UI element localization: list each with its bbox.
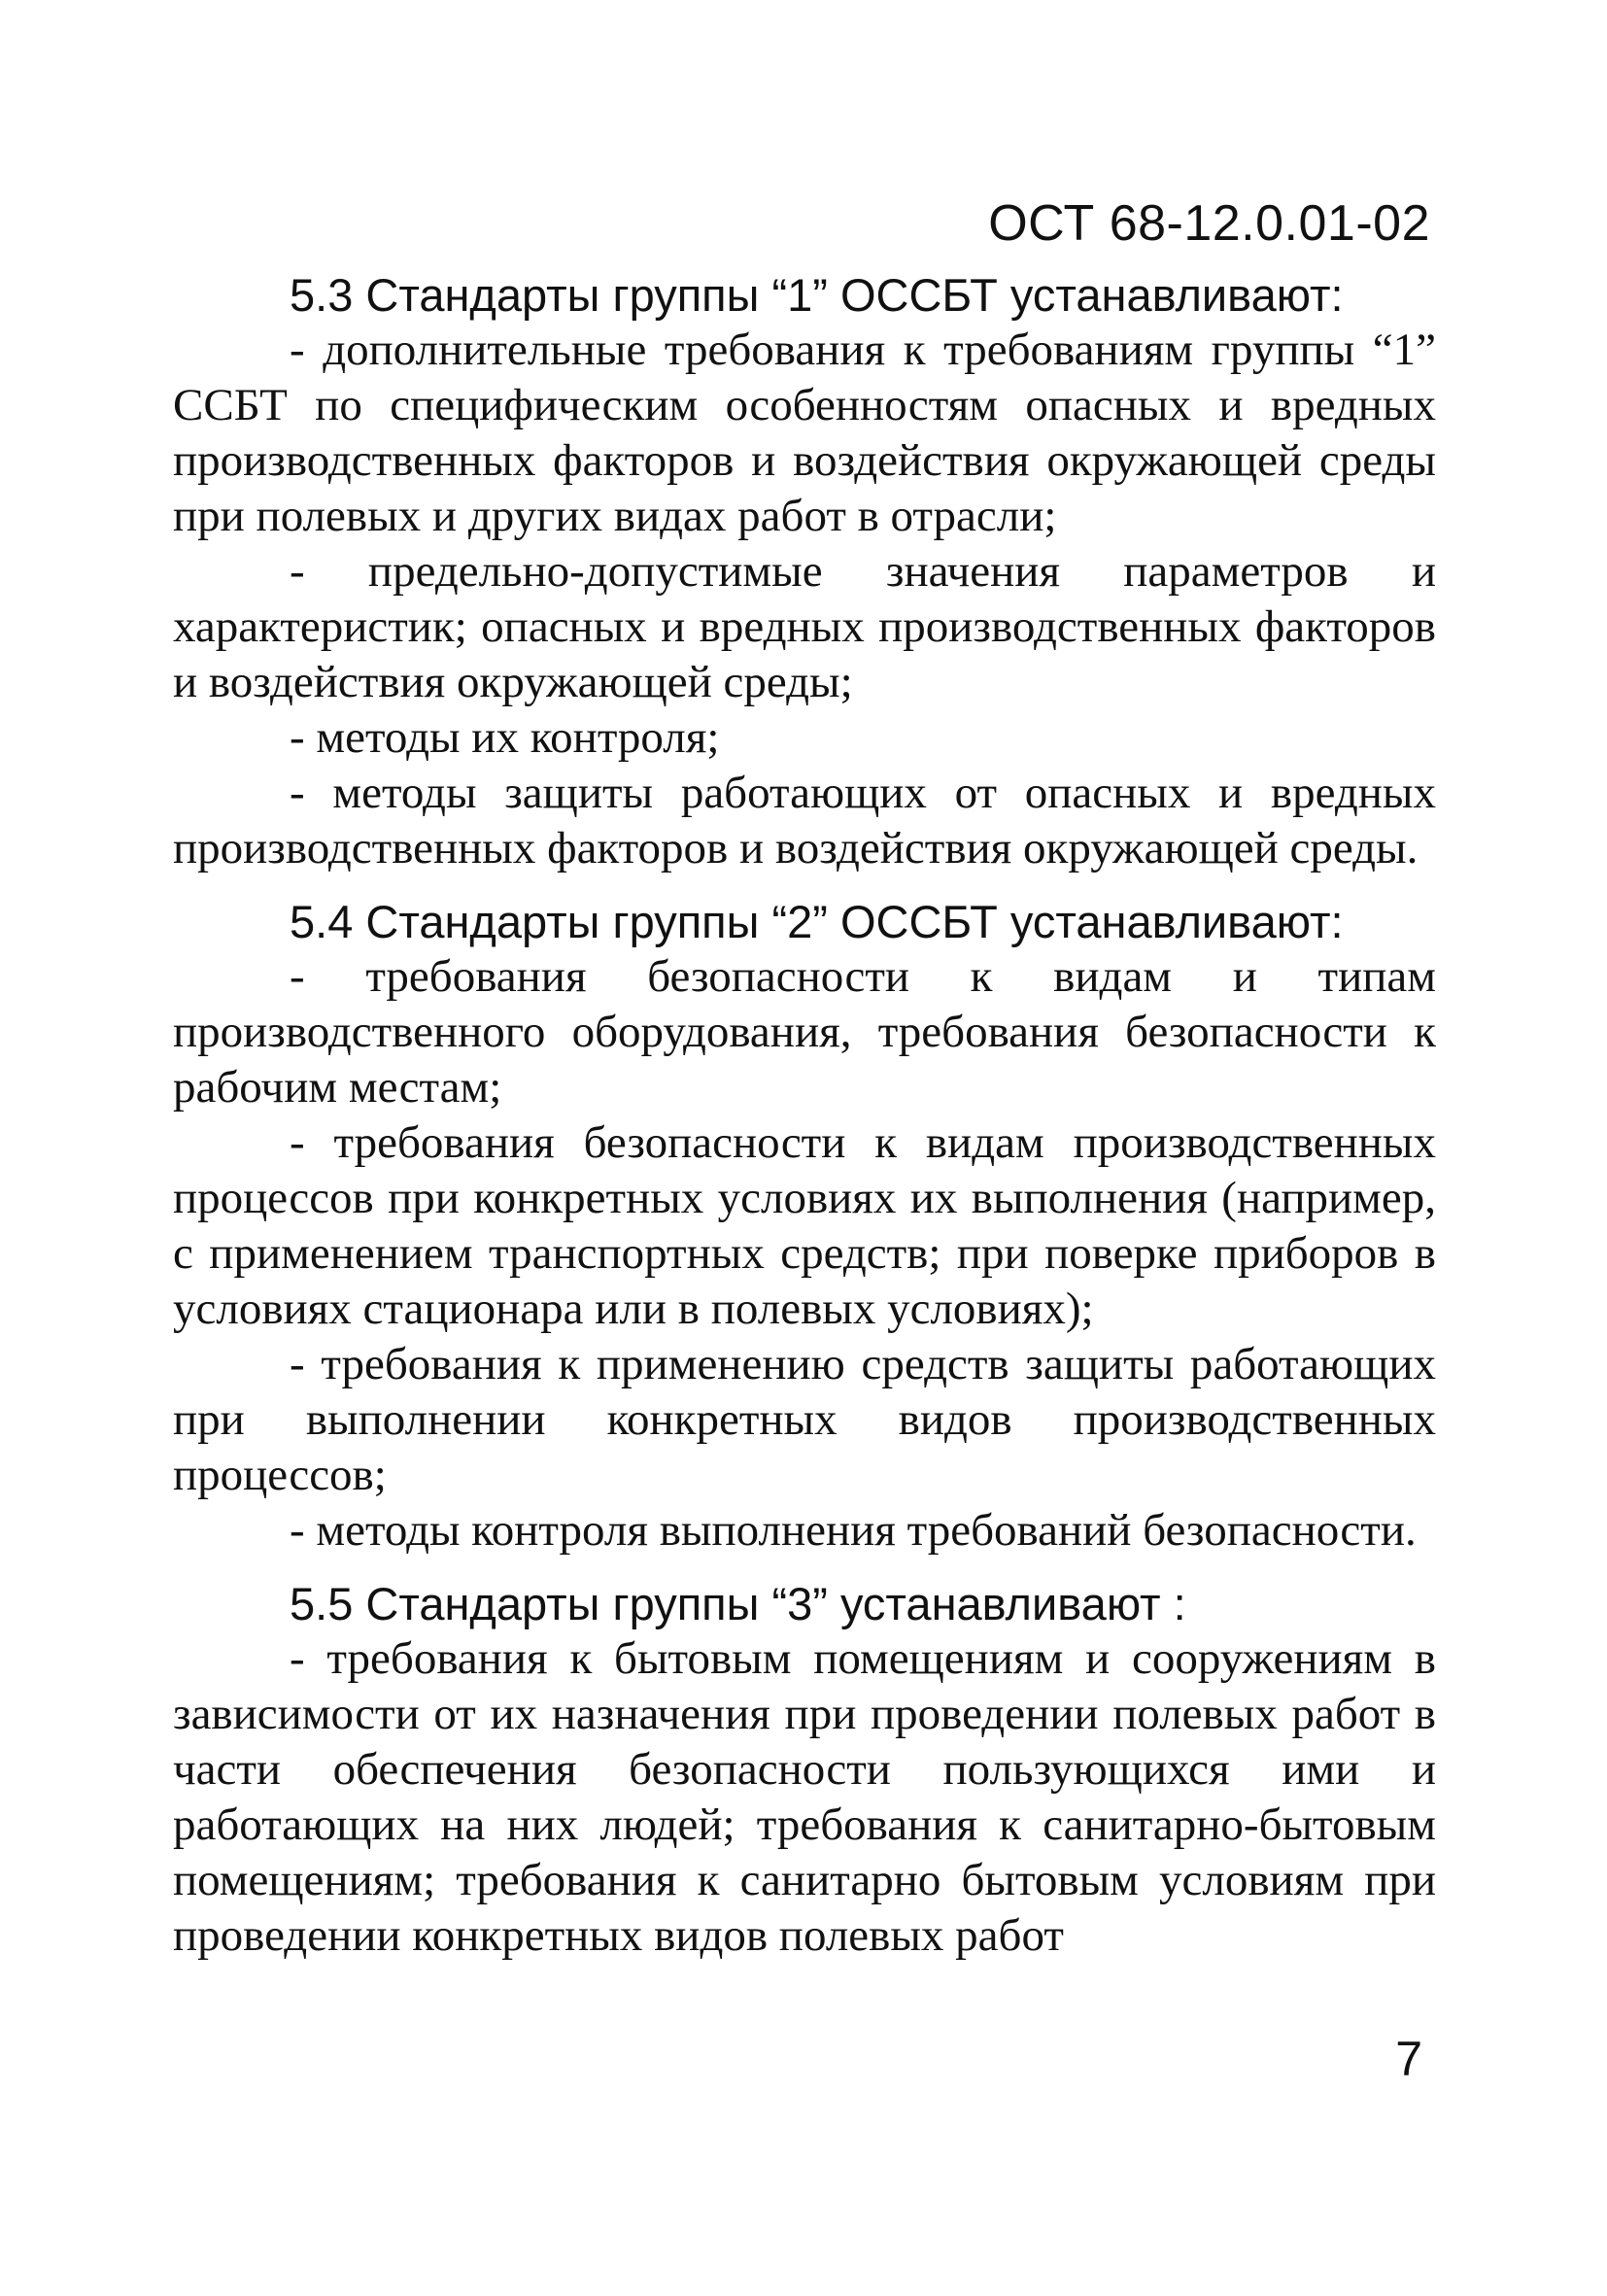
document-code: ОСТ 68-12.0.01-02 (988, 195, 1430, 252)
section-5-5 (173, 1576, 1436, 1964)
list-item: - требования к бытовым помещениям и сооружениям в зависимости от их назначения при проведении полевых работ в части обеспечения безопасности пользующихся ими и работающих на них людей; требования к санитарно-бытовым помещениям; требования к санитарно бытовым условиям при проведении конкретных видов полевых работ (173, 1633, 1436, 1961)
list-item: - требования к применению средств защиты работающих при выполнении конкретных видов производственных процессов; (173, 1339, 1436, 1500)
section-5-3 (173, 267, 1436, 876)
section-5-4 (173, 894, 1436, 1559)
list-item: - требования безопасности к видам производственных процессов при конкретных условиях их выполнения (например, с применением транспортных средств; при поверке приборов в условиях стационара или в полевых условиях); (173, 1117, 1436, 1334)
list-item: - методы защиты работающих от опасных и вредных производственных факторов и воздействия окружающей среды. (173, 768, 1436, 874)
list-item: - дополнительные требования к требованиям группы “1” ССБТ по специфическим особенностям опасных и вредных производственных факторов и воздействия окружающей среды при полевых и других видах работ в отрасли; (173, 325, 1436, 541)
section-title: 5.3 Стандарты группы “1” ОССБТ устанавливают: (290, 269, 1344, 321)
list-item: - методы контроля выполнения требований безопасности. (290, 1505, 1417, 1556)
section-title: 5.5 Стандарты группы “3” устанавливают : (290, 1578, 1186, 1629)
page-number: 7 (1395, 2032, 1422, 2086)
document-body (173, 267, 1436, 1981)
list-item: - требования безопасности к видам и типам производственного оборудования, требования безопасности к рабочим местам; (173, 951, 1436, 1113)
section-title: 5.4 Стандарты группы “2” ОССБТ устанавливают: (290, 896, 1344, 947)
list-item: - предельно-допустимые значения параметров и характеристик; опасных и вредных производственных факторов и воздействия окружающей среды; (173, 546, 1436, 707)
list-item: - методы их контроля; (290, 712, 720, 763)
